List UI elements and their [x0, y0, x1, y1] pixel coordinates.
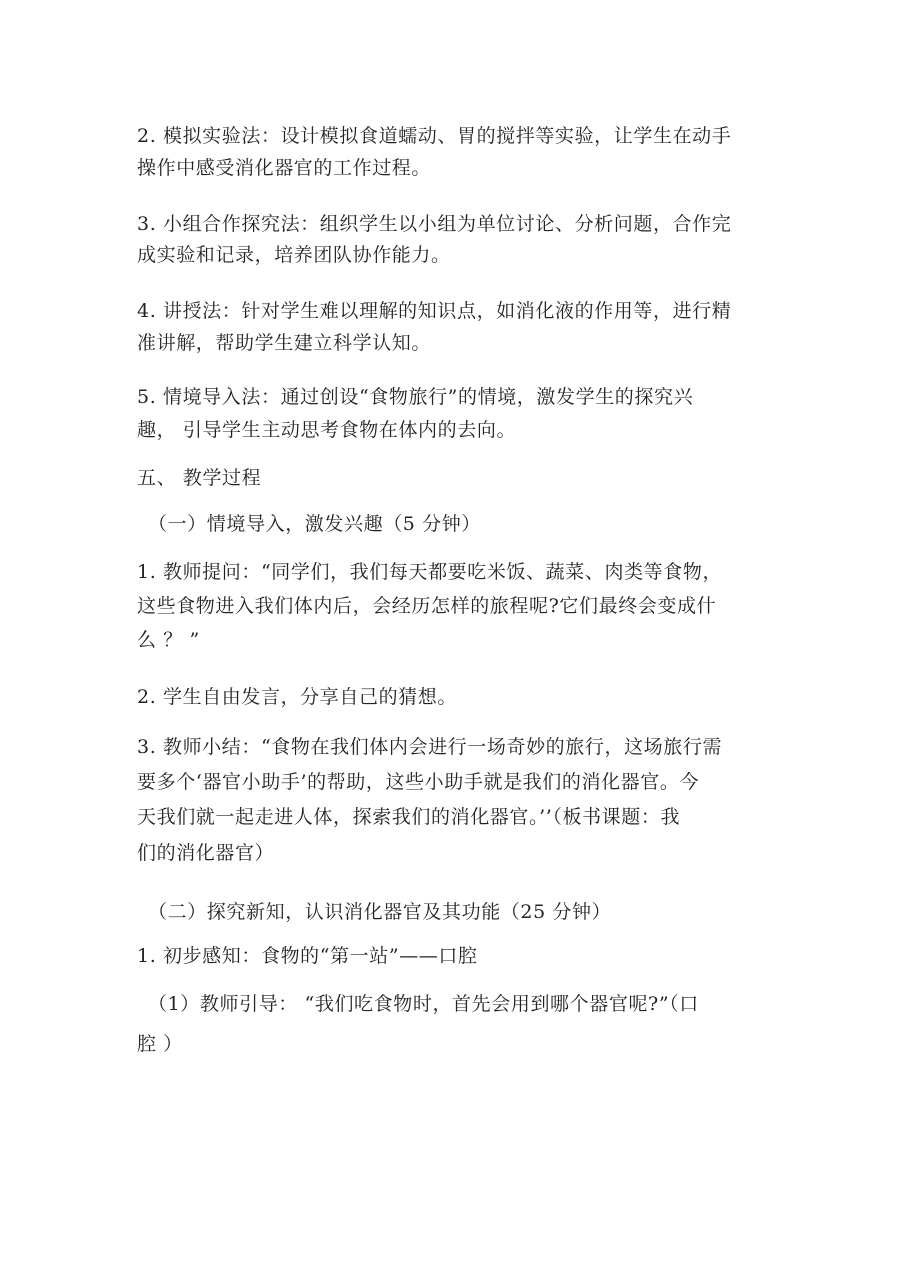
text-line: 操作中感受消化器官的工作过程。	[137, 157, 432, 179]
text-line: （1）教师引导： “我们吃食物时，首先会用到哪个器官呢?”（口	[148, 993, 699, 1015]
text-line: 天我们就一起走进人体，探索我们的消化器官。’’（板书课题：我	[137, 806, 681, 828]
text-line: 趣， 引导学生主动思考食物在体内的去向。	[137, 419, 517, 441]
text-line: 1. 初步感知：食物的“第一站”——口腔	[137, 945, 478, 967]
text-line: 2. 学生自由发言，分享自己的猜想。	[137, 686, 457, 708]
text-line: 要多个‘器官小助手’的帮助，这些小助手就是我们的消化器官。今	[137, 771, 700, 793]
text-line: 准讲解，帮助学生建立科学认知。	[137, 332, 432, 354]
subsection-heading: （二）探究新知，认识消化器官及其功能（25 分钟）	[148, 901, 612, 923]
text-line: 2. 模拟实验法：设计模拟食道蠕动、胃的搅拌等实验，让学生在动手	[137, 125, 732, 147]
section-heading: 五、 教学过程	[137, 467, 262, 489]
text-line: 5. 情境导入法：通过创设“食物旅行”的情境，激发学生的探究兴	[137, 386, 694, 408]
text-line: 3. 教师小结：“食物在我们体内会进行一场奇妙的旅行，这场旅行需	[137, 736, 723, 758]
text-line: 3. 小组合作探究法：组织学生以小组为单位讨论、分析问题，合作完	[137, 213, 732, 235]
text-line: 4. 讲授法：针对学生难以理解的知识点，如消化液的作用等，进行精	[137, 300, 732, 322]
text-line: 么 ？ ”	[137, 629, 200, 651]
text-line: 们的消化器官）	[137, 842, 275, 864]
text-line: 这些食物进入我们体内后，会经历怎样的旅程呢?它们最终会变成什	[137, 595, 717, 617]
text-line: 成实验和记录，培养团队协作能力。	[137, 244, 451, 266]
subsection-heading: （一）情境导入，激发兴趣（5 分钟）	[148, 513, 481, 535]
text-line: 腔 ）	[137, 1033, 183, 1055]
text-line: 1. 教师提问：“同学们，我们每天都要吃米饭、蔬菜、肉类等食物，	[137, 561, 723, 583]
